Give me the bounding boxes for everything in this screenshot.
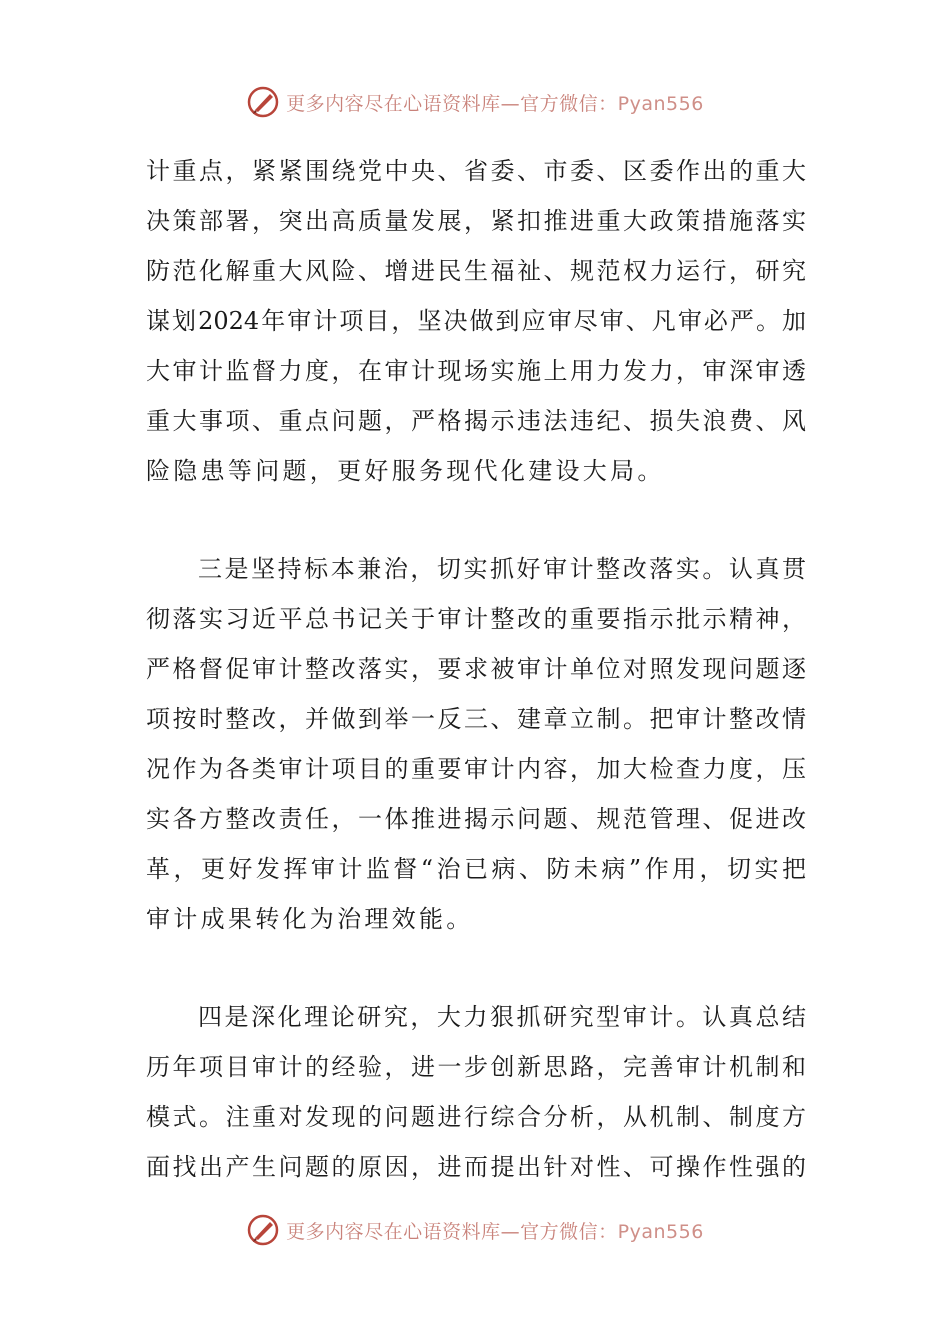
banner-wechat-id: Pyan556: [617, 1220, 704, 1243]
text-line: 决策部署，突出高质量发展，紧扣推进重大政策措施落实: [146, 207, 806, 235]
banner-text: [286, 1217, 704, 1244]
quill-logo-icon: [246, 85, 280, 119]
text-line: 项按时整改，并做到举一反三、建章立制。把审计整改情: [146, 705, 806, 733]
text-line: 险隐患等问题，更好服务现代化建设大局。: [146, 457, 665, 485]
document-body: [146, 146, 806, 1192]
quill-logo-icon: [246, 1213, 280, 1247]
banner-slogan: 更多内容尽在心语资料库—官方微信：: [286, 92, 618, 115]
text-line: 历年项目审计的经验，进一步创新思路，完善审计机制和: [146, 1053, 806, 1081]
text-line: 面找出产生问题的原因，进而提出针对性、可操作性强的: [146, 1153, 806, 1181]
text-line: 实各方整改责任，一体推进揭示问题、规范管理、促进改: [146, 805, 806, 833]
footer-banner: [0, 1208, 950, 1252]
banner-slogan: 更多内容尽在心语资料库—官方微信：: [286, 1220, 618, 1243]
text-line: 彻落实习近平总书记关于审计整改的重要指示批示精神，: [146, 605, 806, 633]
text-line: 革，更好发挥审计监督“治已病、防未病”作用，切实把: [146, 855, 806, 883]
text-line: 计重点，紧紧围绕党中央、省委、市委、区委作出的重大: [146, 157, 806, 185]
text-line: 大审计监督力度，在审计现场实施上用力发力，审深审透: [146, 357, 806, 385]
text-line: 况作为各类审计项目的重要审计内容，加大检查力度，压: [146, 755, 806, 783]
banner-wechat-id: Pyan556: [617, 92, 704, 115]
paragraph-spacer: [146, 496, 806, 544]
text-line: 重大事项、重点问题，严格揭示违法违纪、损失浪费、风: [146, 407, 806, 435]
text-line: 审计成果转化为治理效能。: [146, 905, 474, 933]
header-banner: [0, 80, 950, 124]
text-line: 防范化解重大风险、增进民生福祉、规范权力运行，研究: [146, 257, 806, 285]
text-line: 严格督促审计整改落实，要求被审计单位对照发现问题逐: [146, 655, 806, 683]
text-line: 模式。注重对发现的问题进行综合分析，从机制、制度方: [146, 1103, 806, 1131]
text-line: 谋划2024年审计项目，坚决做到应审尽审、凡审必严。加: [146, 307, 806, 335]
text-line: 三是坚持标本兼治，切实抓好审计整改落实。认真贯: [198, 555, 806, 583]
banner-text: [286, 89, 704, 116]
paragraph-spacer: [146, 944, 806, 992]
text-line: 四是深化理论研究，大力狠抓研究型审计。认真总结: [198, 1003, 806, 1031]
